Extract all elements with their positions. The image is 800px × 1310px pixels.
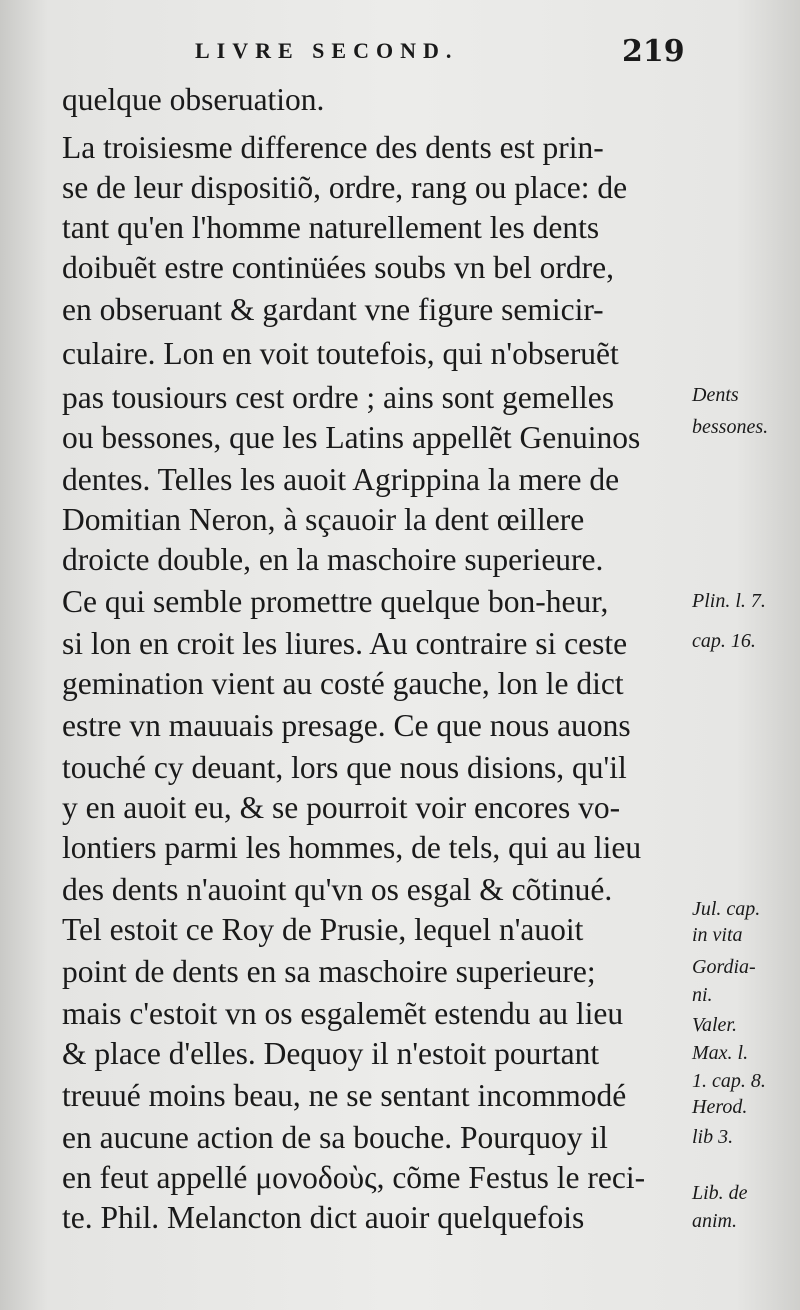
page-number: 219 [622,34,685,69]
text-line: quelque obseruation. [62,82,325,117]
margin-note: in vita [692,924,743,946]
text-line: dentes. Telles les auoit Agrippina la mere de [62,462,620,497]
text-line: treuué moins beau, ne se sentant incommodé [62,1078,627,1113]
text-line: tant qu'en l'homme naturellement les dents [62,210,600,245]
text-line: La troisiesme difference des dents est prin- [62,130,604,165]
text-line: touché cy deuant, lors que nous disions, qu'il [62,750,627,785]
margin-note: Plin. l. 7. [692,590,766,612]
margin-note: Max. l. [692,1042,749,1064]
text-line: doibuẽt estre continüées soubs vn bel ordre, [62,250,614,285]
text-line: Domitian Neron, à sçauoir la dent œillere [62,502,585,537]
margin-note: cap. 16. [692,630,756,652]
text-line: lontiers parmi les hommes, de tels, qui au lieu [62,830,642,865]
margin-note: Gordia- [692,956,756,978]
margin-note: Dents [692,384,739,406]
running-head: LIVRE SECOND. [195,38,459,63]
margin-note: Valer. [692,1014,737,1036]
text-line: des dents n'auoint qu'vn os esgal & cõtinué. [62,872,613,907]
text-line: y en auoit eu, & se pourroit voir encores vo- [62,790,621,825]
text-line: culaire. Lon en voit toutefois, qui n'obseruẽt [62,336,619,371]
text-line: se de leur dispositiõ, ordre, rang ou place: de [62,170,628,205]
text-line: Tel estoit ce Roy de Prusie, lequel n'auoit [62,912,584,947]
margin-note: Jul. cap. [692,898,761,920]
margin-note: 1. cap. 8. [692,1070,766,1092]
margin-note: bessones. [692,416,769,438]
text-line: estre vn mauuais presage. Ce que nous auons [62,708,631,743]
margin-note: Herod. [692,1096,748,1118]
text-line: pas tousiours cest ordre ; ains sont gemelles [62,380,615,415]
text-line: gemination vient au costé gauche, lon le dict [62,666,624,701]
text-line: en obseruant & gardant vne figure semicir- [62,292,604,327]
margin-note: anim. [692,1210,737,1232]
text-line: si lon en croit les liures. Au contraire si ceste [62,626,628,661]
text-line: te. Phil. Melancton dict auoir quelquefois [62,1200,585,1235]
margin-note: lib 3. [692,1126,734,1148]
margin-note: Lib. de [692,1182,748,1204]
text-line: & place d'elles. Dequoy il n'estoit pourtant [62,1036,600,1071]
text-line: ou bessones, que les Latins appellẽt Genuinos [62,420,641,455]
margin-note: ni. [692,984,713,1006]
text-line: Ce qui semble promettre quelque bon-heur, [62,584,609,619]
text-line: en aucune action de sa bouche. Pourquoy il [62,1120,608,1155]
text-line: mais c'estoit vn os esgalemẽt estendu au lieu [62,996,624,1031]
text-line: en feut appellé μονοδοὺς, cõme Festus le reci- [62,1160,646,1195]
text-line: droicte double, en la maschoire superieure. [62,542,604,577]
text-line: point de dents en sa maschoire superieure; [62,954,596,989]
